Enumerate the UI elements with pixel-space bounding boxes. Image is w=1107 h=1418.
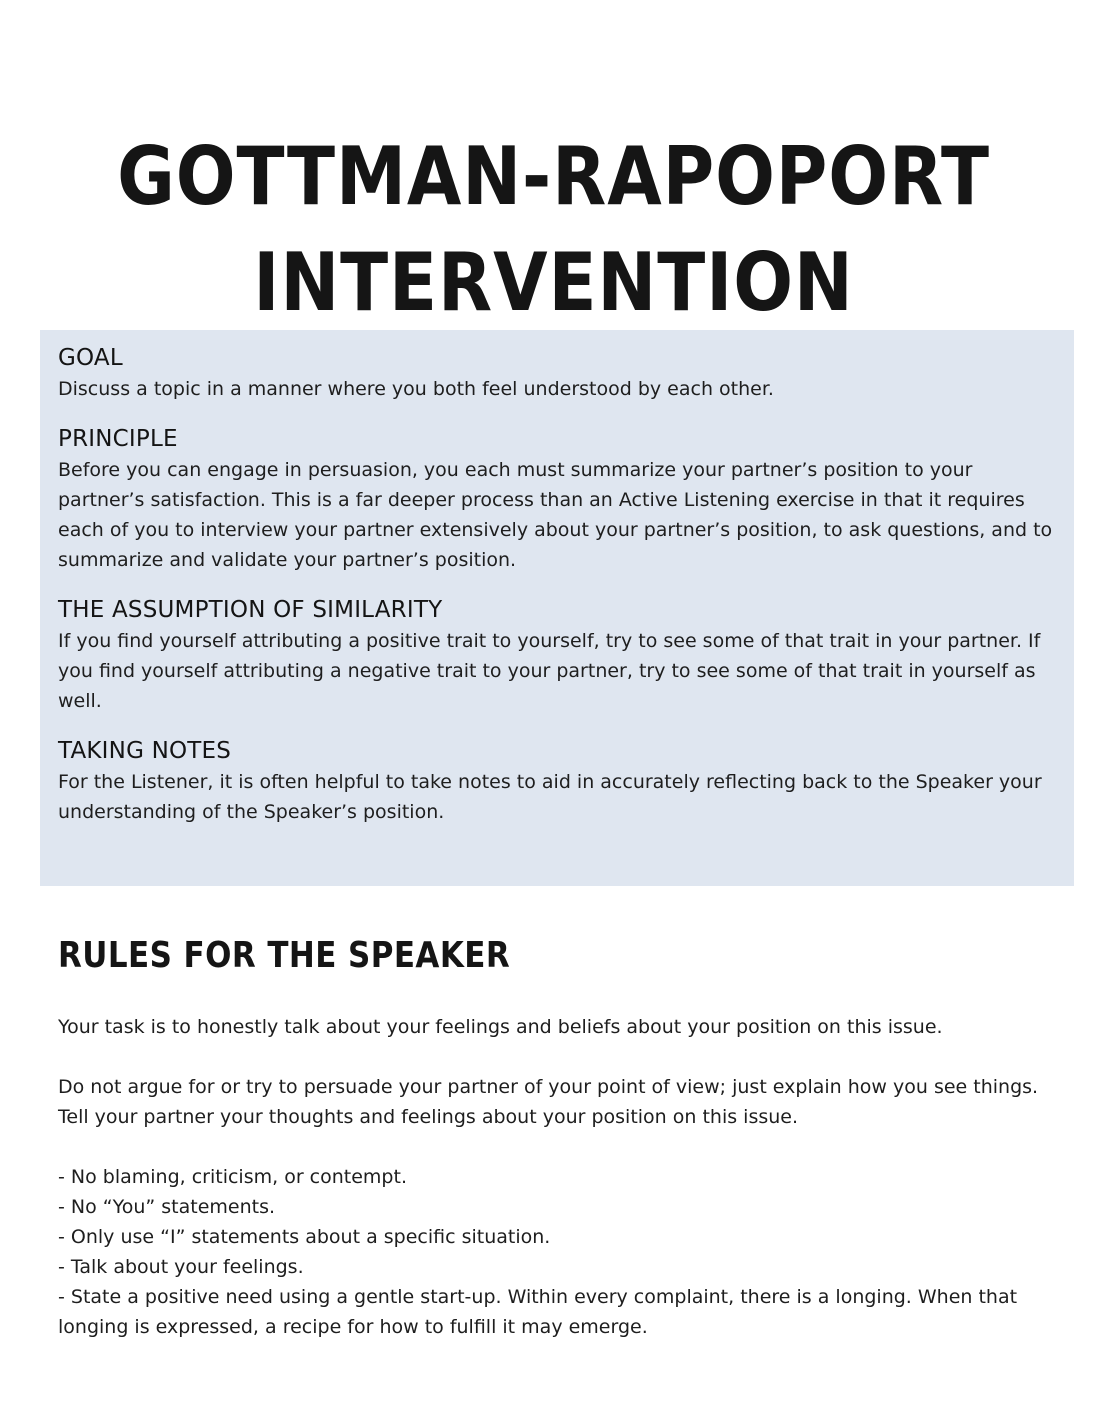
goal-body: Discuss a topic in a manner where you both feel understood by each other. <box>58 378 774 400</box>
page-title <box>66 124 1040 336</box>
similarity-heading: THE ASSUMPTION OF SIMILARITY <box>58 597 443 623</box>
goal-heading: GOAL <box>58 345 123 371</box>
principle-body: Before you can engage in persuasion, you each must summarize your partner’s position to your partner’s satisfaction. This is a far deeper process than an Active Listening exercise in that it requires each of you to interview your partner extensively about your partner’s position, to ask questions, and to summarize and validate your partner’s position. <box>58 459 1053 571</box>
rules-list-item: - Only use “I” statements about a specific situation. <box>58 1226 551 1248</box>
page-title-line-1: GOTTMAN-RAPOPORT <box>117 129 990 223</box>
similarity-body: If you find yourself attributing a positive trait to yourself, try to see some of that trait in your partner. If you find yourself attributing a negative trait to your partner, try to see some of that trait in yourself as well. <box>58 630 1041 712</box>
goal-section <box>58 342 1056 404</box>
rules-heading: RULES FOR THE SPEAKER <box>58 935 511 976</box>
rules-paragraph-1: Your task is to honestly talk about your feelings and beliefs about your position on this issue. <box>58 1016 943 1038</box>
similarity-section <box>58 594 1056 716</box>
info-box <box>40 330 1074 886</box>
notes-body: For the Listener, it is often helpful to take notes to aid in accurately reflecting back to the Speaker your understanding of the Speaker’s position. <box>58 771 1042 823</box>
principle-section <box>58 423 1056 575</box>
rules-list-item: - State a positive need using a gentle start-up. Within every complaint, there is a longing. When that longing is expressed, a recipe for how to fulfill it may emerge. <box>58 1286 1018 1338</box>
page-title-line-2: INTERVENTION <box>253 235 854 329</box>
rules-list <box>58 1162 1058 1342</box>
notes-section <box>58 735 1056 827</box>
principle-heading: PRINCIPLE <box>58 426 178 452</box>
rules-paragraph-2: Do not argue for or try to persuade your partner of your point of view; just explain how you see things. Tell your partner your thoughts and feelings about your position on this issue. <box>58 1076 1039 1128</box>
notes-heading: TAKING NOTES <box>58 738 232 764</box>
rules-list-item: - Talk about your feelings. <box>58 1256 304 1278</box>
rules-body <box>58 1012 1058 1342</box>
rules-list-item: - No blaming, criticism, or contempt. <box>58 1166 407 1188</box>
rules-list-item: - No “You” statements. <box>58 1196 276 1218</box>
